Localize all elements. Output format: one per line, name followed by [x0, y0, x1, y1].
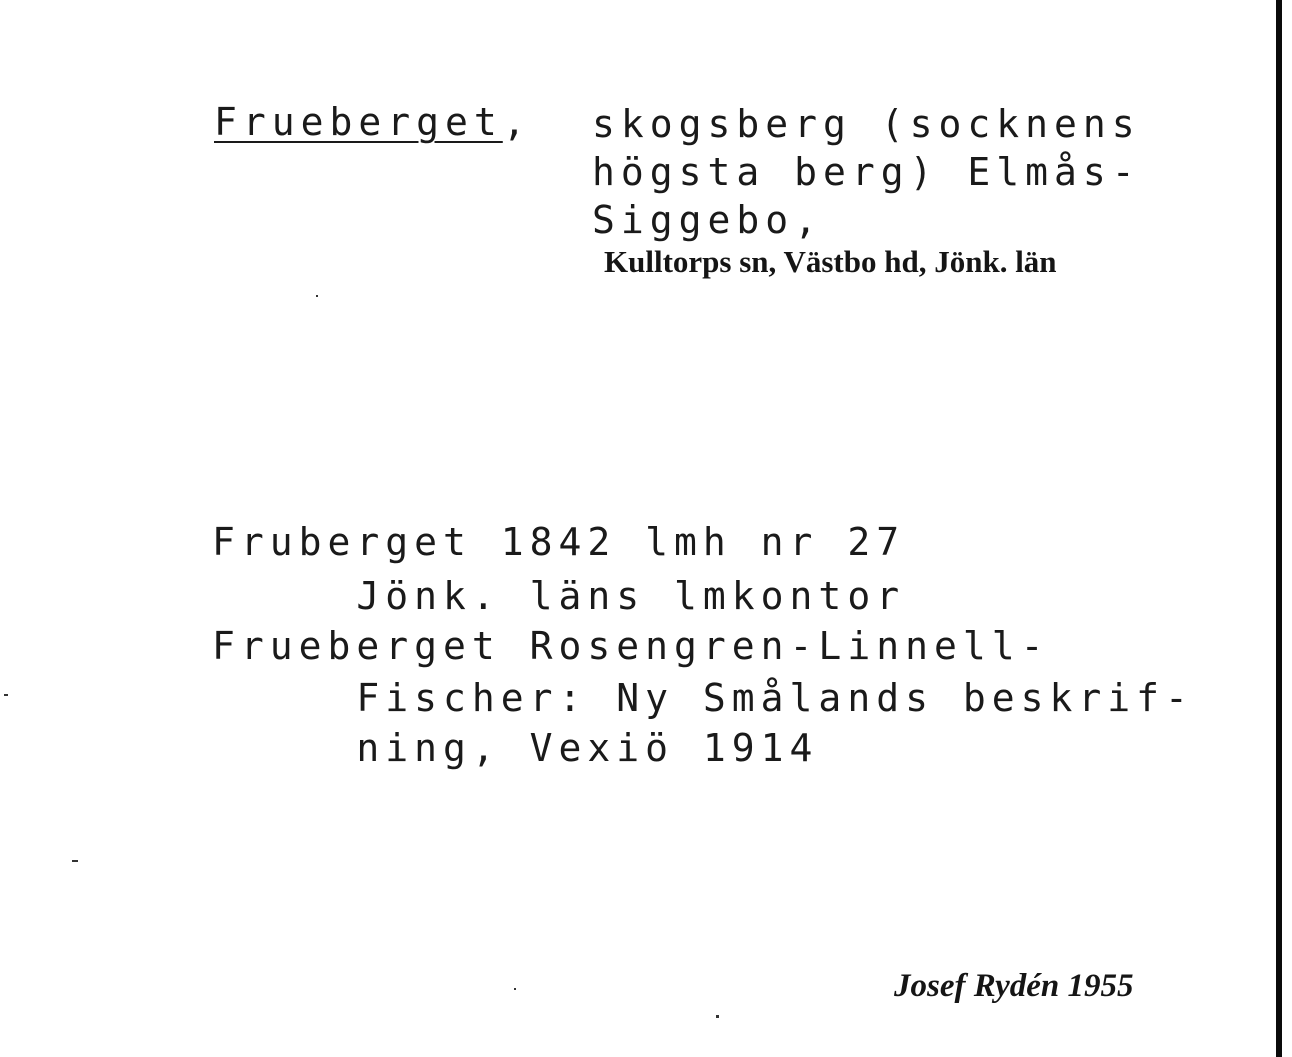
scan-speck — [514, 988, 516, 990]
signature: Josef Rydén 1955 — [894, 968, 1134, 1004]
source-line-4: Fischer: Ny Smålands beskrif- — [212, 676, 1194, 720]
description-line-1: skogsberg (socknens — [592, 102, 1141, 146]
source-line-1: Fruberget 1842 lmh nr 27 — [212, 520, 906, 564]
source-line-3: Frueberget Rosengren-Linnell- — [212, 624, 1050, 668]
description-line-2: högsta berg) Elmås- — [592, 150, 1141, 194]
headword: Frueberget — [214, 100, 503, 144]
headword-punctuation: , — [502, 100, 532, 144]
card-edge-border — [1276, 0, 1282, 1057]
scan-speck — [716, 1015, 719, 1018]
headword-line — [214, 98, 532, 146]
scan-speck — [316, 295, 318, 297]
description-line-3: Siggebo, — [592, 198, 824, 242]
scan-speck — [72, 860, 78, 862]
scan-speck — [4, 694, 8, 696]
source-line-5: ning, Vexiö 1914 — [212, 726, 819, 770]
source-line-2: Jönk. läns lmkontor — [212, 574, 906, 618]
location-stamp: Kulltorps sn, Västbo hd, Jönk. län — [604, 244, 1057, 279]
